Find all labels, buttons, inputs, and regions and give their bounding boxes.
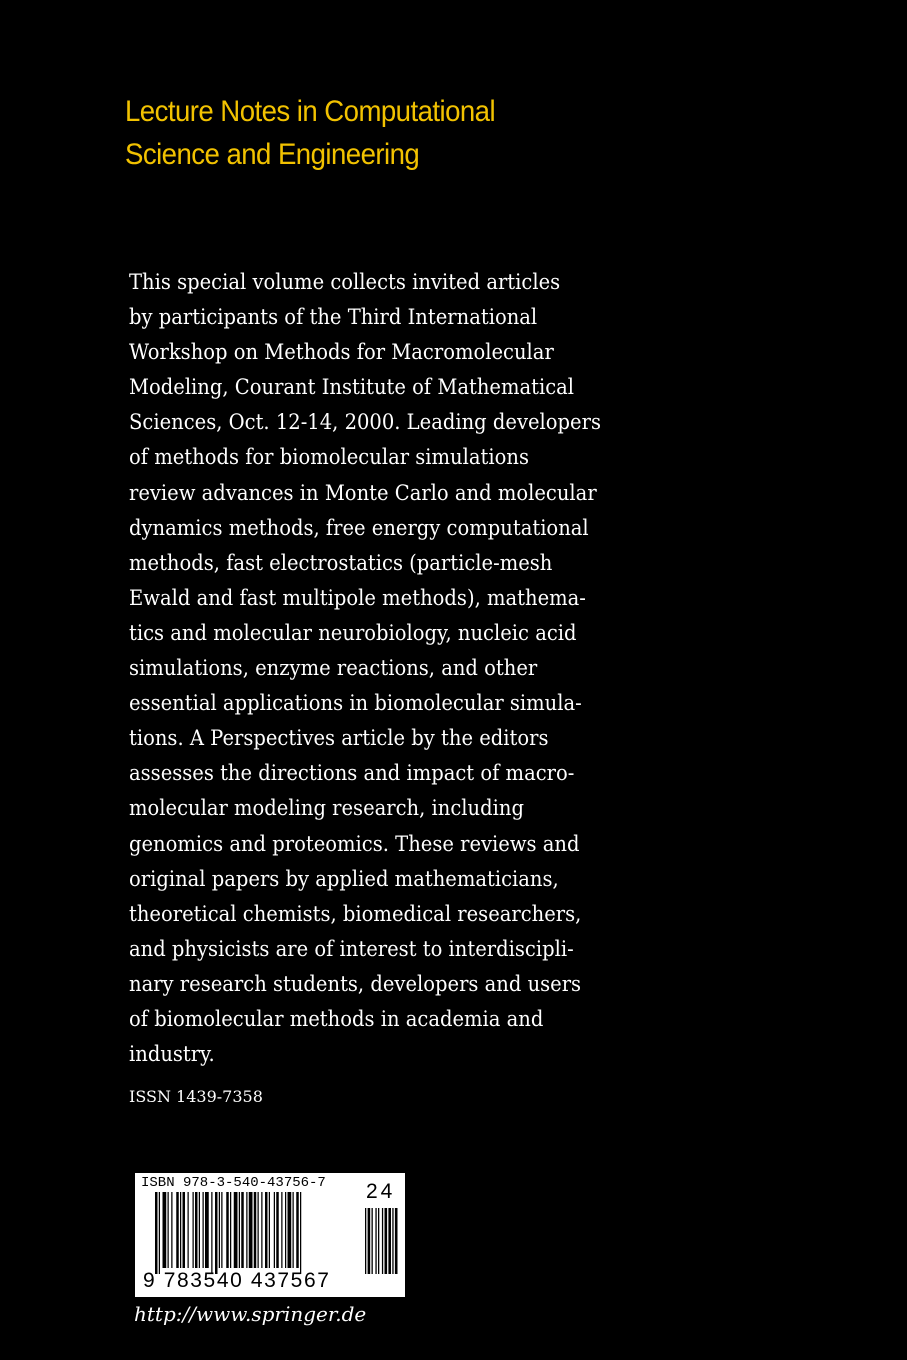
barcode-bar: [183, 1192, 186, 1268]
barcode-addon-bar: [382, 1208, 383, 1274]
barcode-bar: [293, 1192, 294, 1268]
barcode-bar: [180, 1192, 181, 1268]
description-line: by participants of the Third International: [129, 305, 538, 330]
description-line: review advances in Monte Carlo and molecular: [129, 480, 597, 505]
isbn-label: ISBN 978-3-540-43756-7: [141, 1175, 326, 1191]
barcode-bar: [176, 1192, 179, 1268]
barcode-bar: [163, 1192, 167, 1268]
description-line: methods, fast electrostatics (particle-mesh: [129, 550, 553, 575]
barcode-bar: [199, 1192, 200, 1268]
barcode-bar: [241, 1192, 244, 1268]
description-line: molecular modeling research, including: [129, 796, 524, 821]
description-line: tics and molecular neurobiology, nucleic acid: [129, 620, 577, 645]
barcode-bar: [288, 1192, 292, 1268]
description-line: of biomolecular methods in academia and: [129, 1006, 544, 1031]
barcode-addon-bar: [385, 1208, 388, 1274]
barcode-bar: [159, 1192, 160, 1274]
barcode-bar: [249, 1192, 253, 1268]
barcode-bar: [296, 1192, 299, 1268]
barcode-bar: [211, 1192, 212, 1274]
barcode-bar: [281, 1192, 282, 1268]
description-line: genomics and proteomics. These reviews and: [129, 831, 580, 856]
description-line: essential applications in biomolecular simula-: [129, 691, 582, 716]
description-line: Ewald and fast multipole methods), mathema-: [129, 585, 586, 610]
barcode-bar: [261, 1192, 262, 1268]
barcode-addon-bar: [392, 1208, 393, 1274]
barcode-bar: [276, 1192, 279, 1268]
description-line: This special volume collects invited articles: [129, 270, 561, 294]
description-line: Workshop on Methods for Macromolecular: [129, 340, 554, 365]
barcode-bar: [171, 1192, 172, 1268]
barcode-bar: [239, 1192, 240, 1268]
description-line: industry.: [129, 1042, 215, 1067]
barcode-bar: [203, 1192, 204, 1268]
description-line: original papers by applied mathematicians,: [129, 866, 559, 891]
barcode-addon-bar: [375, 1208, 376, 1274]
barcode-addon-bar: [378, 1208, 379, 1274]
barcode-bar: [226, 1192, 229, 1268]
description-line: and physicists are of interest to interdiscipli-: [129, 936, 574, 961]
series-title-line-1: Lecture Notes in Computational: [125, 95, 496, 128]
barcode-addon-bar: [372, 1208, 373, 1274]
barcode-bar: [274, 1192, 275, 1268]
description-line: Modeling, Courant Institute of Mathematical: [129, 375, 575, 400]
barcode-addon-digits: 24: [366, 1180, 396, 1203]
series-title-line-2: Science and Engineering: [125, 138, 420, 171]
description-line: dynamics methods, free energy computational: [129, 515, 589, 540]
isbn-barcode: [135, 1173, 405, 1297]
description-line: assesses the directions and impact of macro-: [129, 761, 575, 786]
series-title: [125, 90, 640, 176]
book-description: [129, 265, 649, 1072]
description-line: Sciences, Oct. 12-14, 2000. Leading developers: [129, 410, 601, 435]
barcode-addon-bar: [388, 1208, 391, 1274]
barcode-ean-digits: 9 783540 437567: [143, 1269, 331, 1292]
barcode-bar: [269, 1192, 270, 1268]
barcode-bar: [205, 1192, 209, 1268]
barcode-bar: [254, 1192, 257, 1268]
barcode-bar: [155, 1192, 158, 1274]
barcode-bar: [215, 1192, 218, 1274]
publisher-url[interactable]: http://www.springer.de: [134, 1302, 367, 1326]
description-line: theoretical chemists, biomedical researchers,: [129, 901, 582, 926]
barcode-addon-bar: [368, 1208, 371, 1274]
description-line: tions. A Perspectives article by the editors: [129, 726, 549, 751]
barcode-addon-bar: [365, 1208, 366, 1274]
description-line: of methods for biomolecular simulations: [129, 445, 529, 470]
barcode-bar: [285, 1192, 286, 1268]
barcode-bar: [195, 1192, 198, 1268]
barcode-bars: [155, 1192, 400, 1274]
barcode-bar: [188, 1192, 189, 1268]
barcode-bar: [234, 1192, 238, 1268]
barcode-bar: [265, 1192, 268, 1268]
barcode-bar: [258, 1192, 259, 1268]
barcode-bar: [230, 1192, 231, 1268]
barcode-bar: [193, 1192, 194, 1268]
issn-number: ISSN 1439-7358: [129, 1087, 263, 1106]
barcode-bar: [221, 1192, 222, 1268]
barcode-bar: [219, 1192, 220, 1268]
description-line: nary research students, developers and users: [129, 971, 582, 996]
barcode-bar: [168, 1192, 169, 1268]
description-line: simulations, enzyme reactions, and other: [129, 656, 538, 681]
barcode-bar: [300, 1192, 301, 1274]
barcode-addon-bar: [395, 1208, 398, 1274]
barcode-bar: [246, 1192, 247, 1268]
